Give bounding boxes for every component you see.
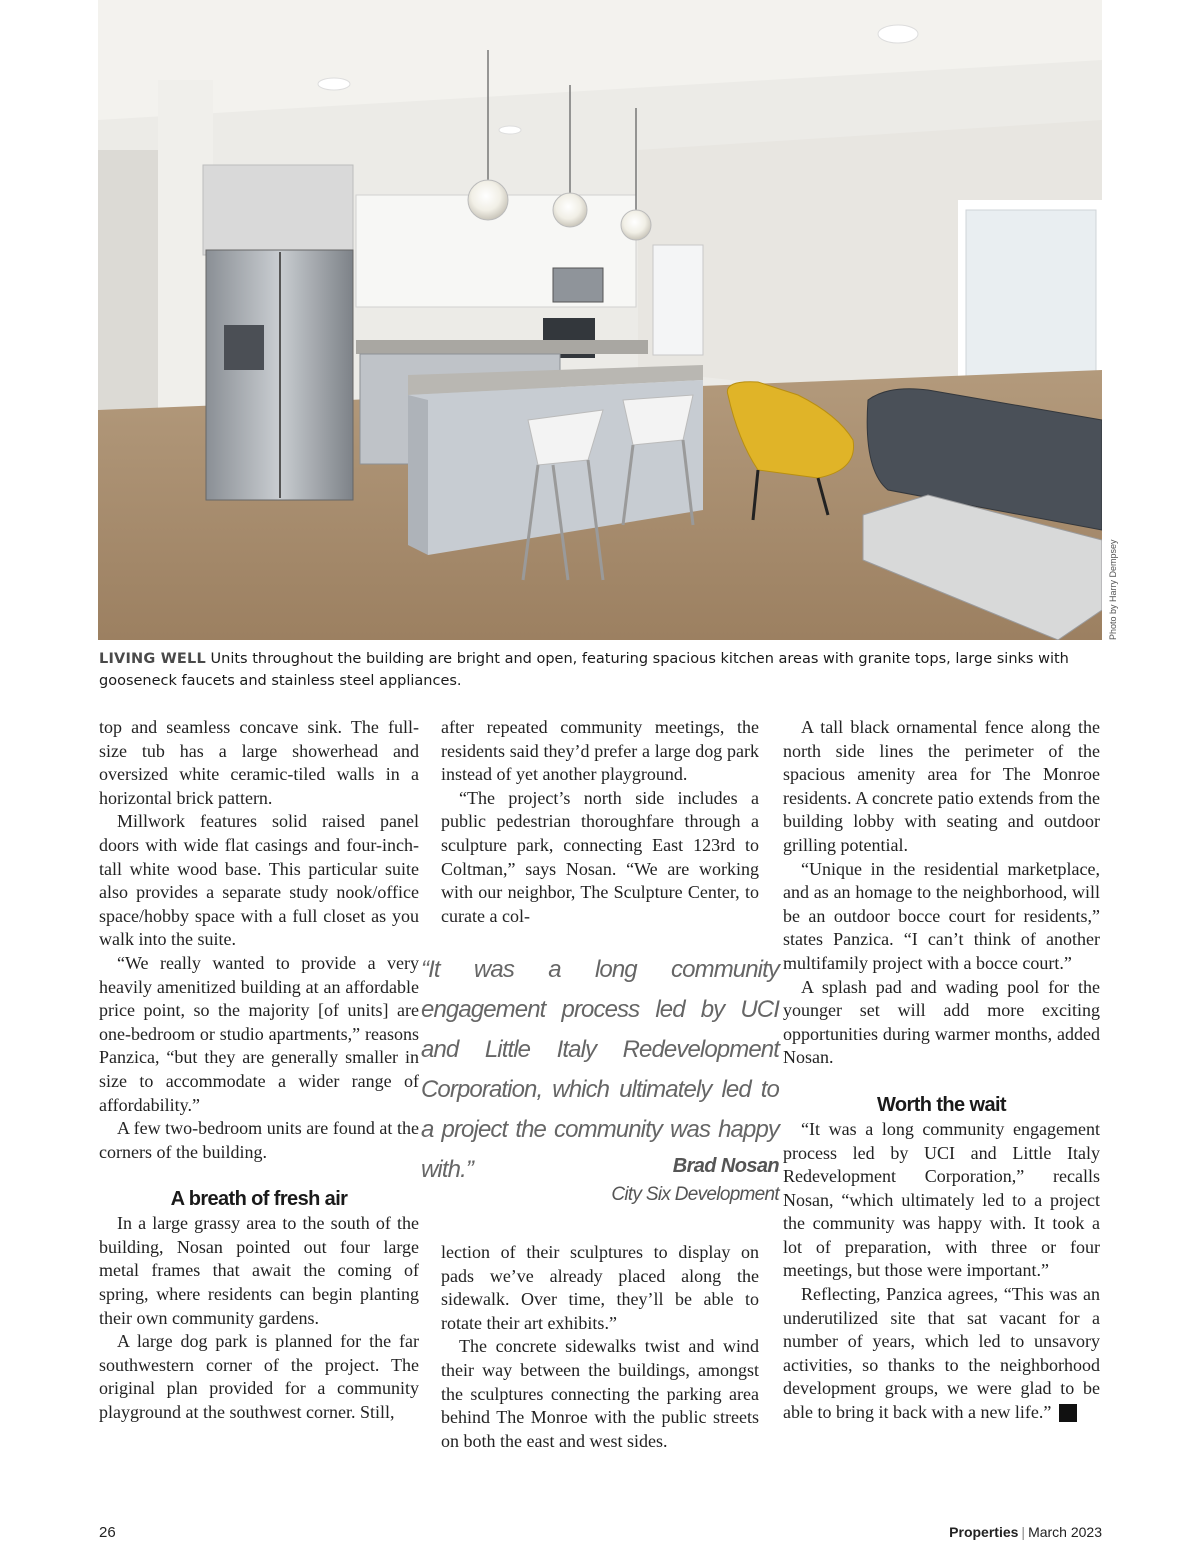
publication-name: Properties bbox=[949, 1524, 1019, 1540]
photo-credit: Photo by Harry Dempsey bbox=[1108, 539, 1118, 640]
column-3 bbox=[783, 716, 1100, 1425]
quote-author-org: City Six Development bbox=[611, 1184, 779, 1205]
kitchen-living-photo bbox=[98, 0, 1102, 640]
caption-text: Units throughout the building are bright and open, featuring spacious kitchen areas with granite tops, large sinks with gooseneck faucets and stainless steel appliances. bbox=[99, 651, 1069, 689]
page-number: 26 bbox=[99, 1524, 116, 1541]
paragraph: A tall black ornamental fence along the north side lines the perimeter of the spacious amenity area for The Monroe residents. A concrete patio extends from the building lobby with seating and outdoor grilling potential. bbox=[783, 717, 1100, 855]
paragraph: A splash pad and wading pool for the younger set will add more exciting opportunities during warmer months, added Nosan. bbox=[783, 976, 1100, 1068]
caption-label: LIVING WELL bbox=[99, 651, 206, 667]
paragraph: top and seamless concave sink. The full-size tub has a large showerhead and oversized white ceramic-tiled walls in a horizontal brick pattern. bbox=[99, 717, 419, 808]
pull-quote-attribution bbox=[421, 1152, 779, 1210]
issue-date: March 2023 bbox=[1028, 1524, 1102, 1540]
paragraph: lection of their sculptures to display on pads we’ve already placed along the sidewalk. Over time, they’ll be able to rotate their art exhibits.” bbox=[441, 1242, 759, 1333]
paragraph: In a large grassy area to the south of the building, Nosan pointed out four large metal frames that await the coming of spring, where residents can begin planting their own community gardens. bbox=[99, 1213, 419, 1328]
paragraph: Millwork features solid raised panel doors with wide flat casings and four-inch-tall white wood base. This particular suite also provides a separate study nook/office space/hobby space with a full closet as you walk into the suite. bbox=[99, 811, 419, 950]
pull-quote: “It was a long community engagement process led by UCI and Little Italy Redevelopment Corporation, which ultimately led to a project the community was happy with.” bbox=[421, 956, 779, 1183]
photo-caption bbox=[99, 648, 1103, 692]
paragraph: “It was a long community engagement process led by UCI and Little Italy Redevelopment Corporation,” recalls Nosan, “which ultimately led to a project the community was happy with. It took a lot of preparation, with three or four meetings, but those were important.” bbox=[783, 1118, 1100, 1281]
quote-author-name: Brad Nosan bbox=[672, 1155, 779, 1177]
paragraph-text: Reflecting, Panzica agrees, “This was an underutilized site that sat vacant for a number of years, which led to unsavory activities, so thanks to the neighborhood development groups, we were glad to be able to bring it back with a new life.” bbox=[783, 1284, 1100, 1423]
column-1 bbox=[99, 716, 419, 1425]
paragraph: A large dog park is planned for the far southwestern corner of the project. The original plan provided for a community playground at the southwest corner. Still, bbox=[99, 1331, 419, 1423]
end-mark-logo: P bbox=[1059, 1404, 1077, 1422]
paragraph: “Unique in the residential marketplace, and as an homage to the neighborhood, will be an outdoor bocce court for residents,” states Panzica. “I can’t think of another multifamily project with a bocce court.” bbox=[783, 858, 1100, 973]
paragraph: after repeated community meetings, the residents said they’d prefer a large dog park instead of yet another playground. bbox=[441, 717, 759, 785]
column-2-top bbox=[441, 716, 759, 928]
section-heading: A breath of fresh air bbox=[170, 1188, 348, 1211]
paragraph: “The project’s north side includes a public pedestrian thoroughfare through a sculpture park, connecting East 123rd to Coltman,” says Nosan. “We are working with our neighbor, The Sculpture Center, to curate a col- bbox=[441, 787, 759, 926]
section-heading: Worth the wait bbox=[876, 1093, 1006, 1116]
footer-separator: | bbox=[1021, 1524, 1026, 1540]
publication-footer bbox=[949, 1524, 1102, 1540]
paragraph: “We really wanted to provide a very heavily amenitized building at an affordable price point, so the majority [of units] are one-bedroom or studio apartments,” reasons Panzica, “but they are generally smaller in size to accommodate a wider range of affordability.” bbox=[99, 952, 419, 1115]
column-2-bottom bbox=[441, 1241, 759, 1453]
paragraph bbox=[783, 1283, 1100, 1425]
paragraph: A few two-bedroom units are found at the corners of the building. bbox=[99, 1118, 419, 1162]
paragraph: The concrete sidewalks twist and wind their way between the buildings, amongst the sculptures connecting the parking area behind The Monroe with the public streets on both the east and west sides. bbox=[441, 1336, 759, 1451]
